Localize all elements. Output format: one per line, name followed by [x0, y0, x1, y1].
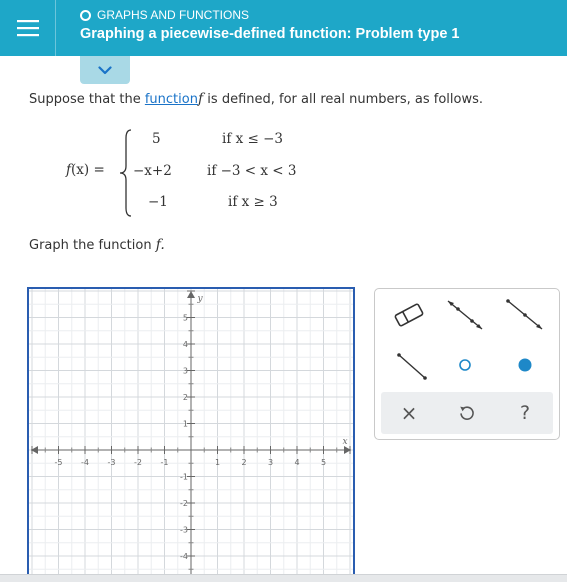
y-axis-arrow-up-icon [187, 291, 195, 298]
y-tick-label: -4 [180, 552, 188, 561]
function-definition-link[interactable]: function [144, 92, 198, 107]
undo-button[interactable] [439, 392, 495, 434]
open-point-tool[interactable] [437, 345, 493, 385]
graph-instruction [29, 237, 165, 253]
y-tick-label: -3 [180, 525, 188, 535]
undo-icon [458, 404, 476, 422]
line-icon [445, 299, 485, 331]
statement-function-variable: f [197, 91, 204, 107]
ray-tool[interactable] [497, 295, 553, 335]
y-axis-label: y [197, 294, 203, 304]
y-tick-label: 3 [182, 366, 188, 376]
x-axis-label: x [342, 437, 348, 447]
help-button[interactable] [497, 392, 553, 434]
y-tick-label: 2 [182, 393, 188, 402]
expand-header-button[interactable] [80, 56, 130, 84]
case-2-expression: −x+2 [133, 163, 172, 179]
bottom-bar [0, 574, 567, 582]
case-1-expression: 5 [152, 131, 161, 147]
case-2-condition: if −3 < x < 3 [207, 163, 297, 179]
x-tick-label: 4 [294, 458, 300, 467]
eraser-tool[interactable] [381, 295, 437, 335]
axes [31, 291, 353, 575]
open-point-icon [458, 358, 472, 372]
y-tick-label: -2 [180, 499, 188, 508]
graph-instruction-text: Graph the function [29, 238, 152, 253]
statement-suffix: is defined, for all real numbers, as follows. [207, 92, 483, 107]
segment-tool[interactable] [381, 345, 437, 385]
graph-tool-palette [374, 288, 560, 440]
closed-point-icon [517, 357, 533, 373]
x-tick-label: -1 [160, 458, 169, 467]
close-icon: × [400, 401, 418, 425]
ray-icon [505, 299, 545, 331]
hamburger-icon [17, 19, 39, 37]
y-tick-label: -1 [180, 472, 188, 482]
graph-canvas[interactable] [29, 289, 353, 575]
clear-button[interactable] [381, 392, 437, 434]
x-tick-label: 3 [267, 458, 274, 467]
function-lhs [66, 162, 105, 178]
x-tick-label: 1 [214, 458, 221, 467]
top-header [0, 0, 567, 56]
y-tick-label: 1 [182, 419, 188, 429]
chevron-down-icon [98, 66, 112, 75]
case-3-condition: if x ≥ 3 [228, 194, 278, 210]
function-name: f [66, 162, 71, 178]
statement-prefix: Suppose that the [29, 92, 141, 107]
closed-point-tool[interactable] [497, 345, 553, 385]
problem-statement [29, 91, 483, 107]
x-tick-label: -2 [134, 458, 142, 467]
problem-title: Graphing a piecewise-defined function: Problem type 1 [80, 26, 460, 42]
graph-instruction-variable: f. [155, 237, 165, 253]
help-icon: ? [519, 402, 531, 424]
x-tick-label: 5 [320, 458, 327, 467]
line-tool[interactable] [437, 295, 493, 335]
left-brace-icon [118, 128, 134, 218]
topic-label: GRAPHS AND FUNCTIONS [97, 8, 250, 22]
y-tick-label: 5 [182, 313, 188, 323]
menu-button[interactable] [0, 0, 56, 56]
x-tick-label: -5 [54, 458, 63, 467]
y-tick-label: 4 [182, 340, 188, 349]
x-tick-label: 2 [241, 458, 247, 467]
topic-kicker [80, 8, 249, 22]
eraser-icon [393, 303, 425, 327]
topic-circle-icon [80, 10, 91, 21]
segment-icon [389, 349, 429, 381]
case-1-condition: if x ≤ −3 [222, 131, 284, 147]
x-tick-label: -4 [81, 458, 89, 467]
x-tick-label: -3 [107, 458, 116, 467]
coordinate-graph[interactable] [27, 287, 355, 577]
function-lhs-rest: (x) = [71, 162, 105, 178]
case-3-expression: −1 [148, 194, 168, 210]
action-bar [381, 392, 553, 434]
